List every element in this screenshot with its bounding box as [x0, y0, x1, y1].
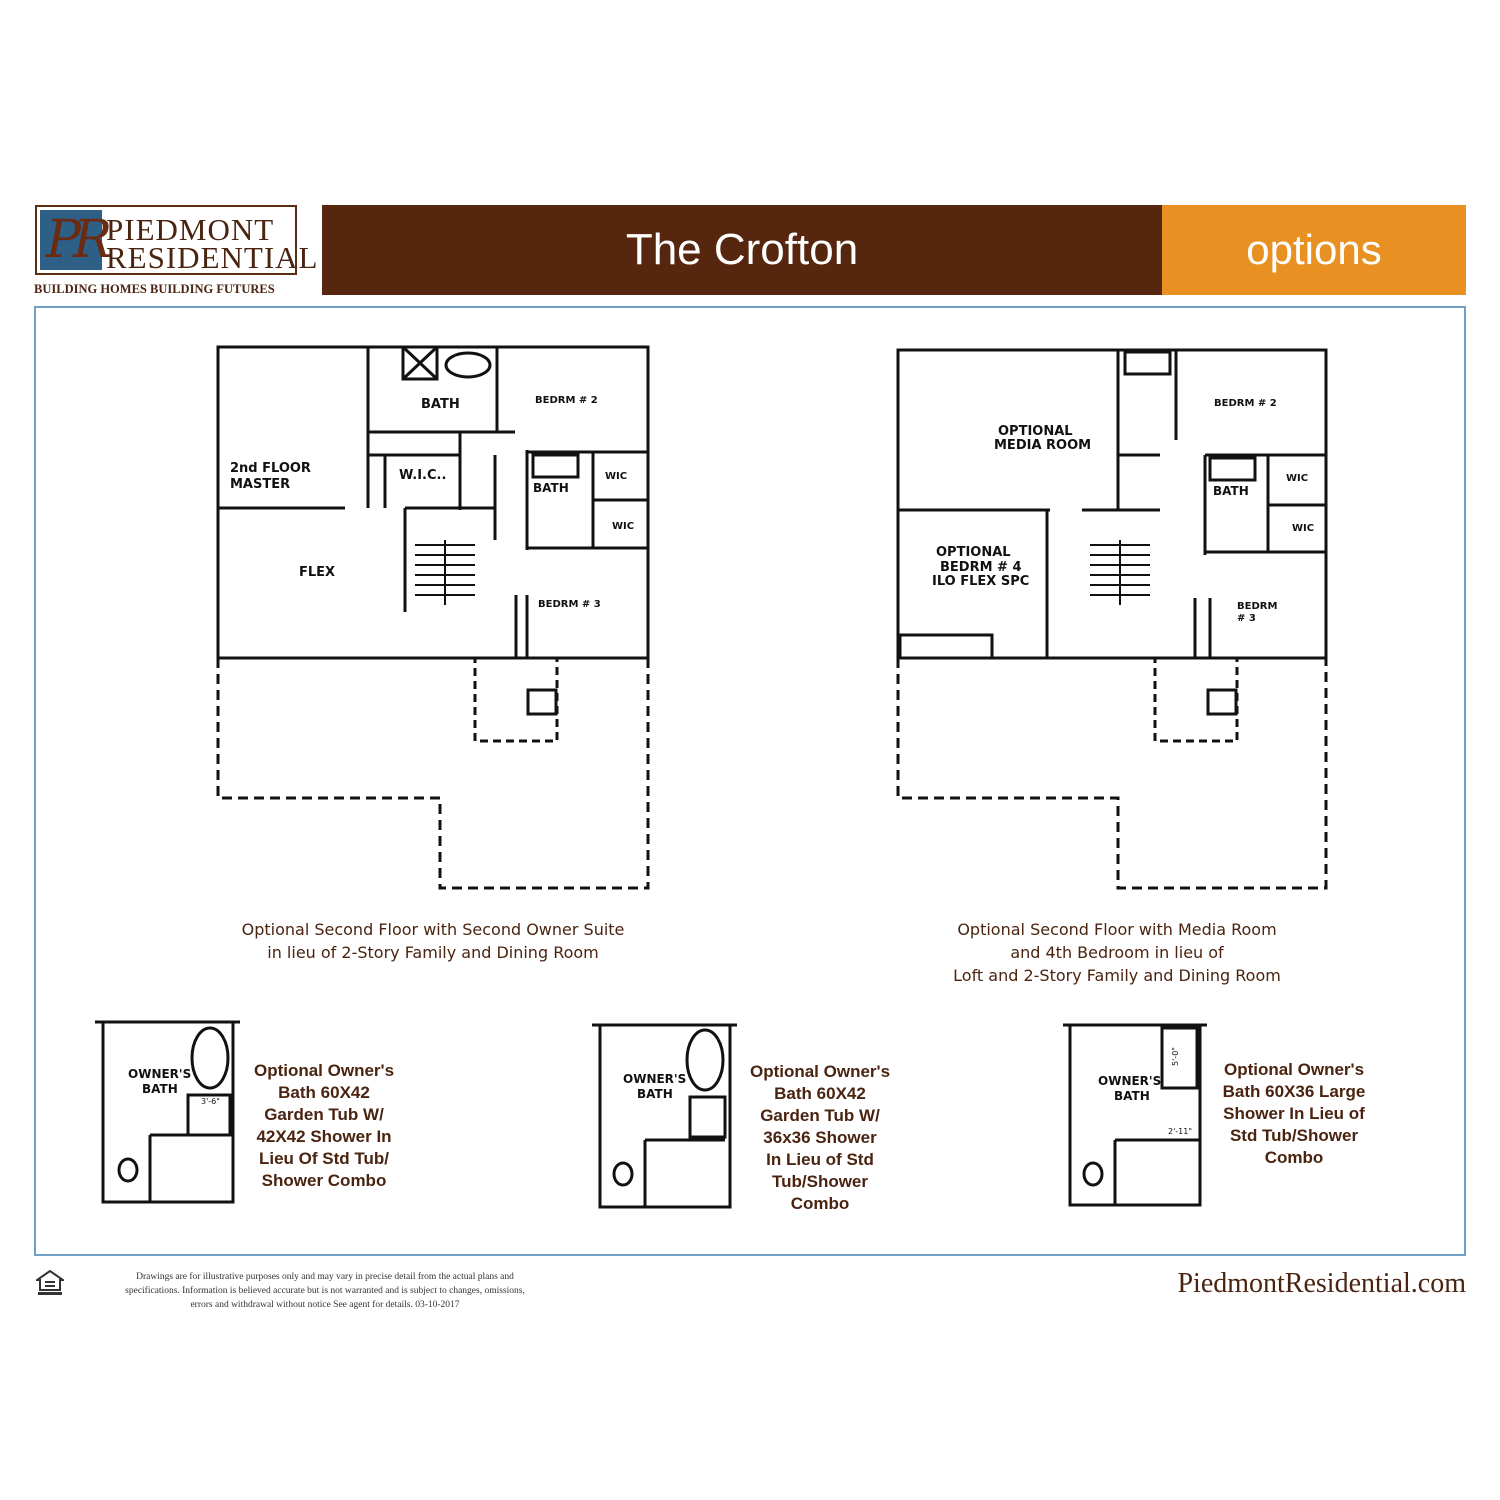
bath-option-1-room-line1: OWNER'S [128, 1067, 192, 1081]
room-label-wic-2-right: WIC [1292, 523, 1315, 534]
room-label-bath-right: BATH [1213, 484, 1249, 498]
room-label-bath: BATH [421, 397, 460, 412]
bath-option-1-outline [103, 1022, 233, 1202]
room-label-bedroom-3-right-line2: # 3 [1237, 613, 1256, 624]
room-label-wic-1: WIC [605, 471, 628, 482]
room-label-master-line1: 2nd FLOOR [230, 461, 311, 476]
room-label-wic-1-right: WIC [1286, 473, 1309, 484]
left-plan-caption-line2: in lieu of 2-Story Family and Dining Room [267, 943, 599, 962]
logo-word-piedmont: PIEDMONT [106, 212, 275, 247]
bath-option-1-desc: Optional Owner's Bath 60X42 Garden Tub W/ 42X42 Shower In Lieu Of Std Tub/ Shower Combo [253, 1061, 395, 1190]
room-label-bedroom-4-line1: OPTIONAL [936, 545, 1011, 560]
bath-option-2-room-line1: OWNER'S [623, 1072, 687, 1086]
room-label-bedroom-3: BEDRM # 3 [538, 599, 601, 610]
logo-tagline: BUILDING HOMES BUILDING FUTURES [34, 282, 275, 296]
bath-option-2-desc: Optional Owner's Bath 60X42 Garden Tub W/ 36x36 Shower In Lieu of Std Tub/Shower Combo [749, 1062, 891, 1213]
room-label-wic-2: WIC [612, 521, 635, 532]
left-plan-caption-line1: Optional Second Floor with Second Owner Suite [241, 920, 625, 939]
bath-option-1-room-line2: BATH [142, 1082, 178, 1096]
room-label-media-line2: MEDIA ROOM [994, 438, 1092, 453]
bath-option-2-room-line2: BATH [637, 1087, 673, 1101]
room-label-flex: FLEX [299, 565, 336, 580]
bath-option-3-room-line1: OWNER'S [1098, 1074, 1162, 1088]
bath-option-3-room-line2: BATH [1114, 1089, 1150, 1103]
room-label-bedroom-4-line2: BEDRM # 4 [940, 560, 1022, 575]
logo-mark-icon: PR [40, 210, 102, 270]
room-label-wic: W.I.C.. [399, 468, 447, 483]
right-plan-caption-line1: Optional Second Floor with Media Room [957, 920, 1277, 939]
bath-option-3-dim2: 2'-11" [1168, 1127, 1193, 1136]
equal-housing-icon [36, 1270, 64, 1296]
bath-option-3-desc: Optional Owner's Bath 60X36 Large Shower In Lieu of Std Tub/Shower Combo [1222, 1060, 1366, 1167]
section-label: options [1162, 205, 1466, 295]
disclaimer: Drawings are for illustrative purposes only and may vary in precise detail from the actual plans and specifications. Information is believed accurate but is not warranted and is subject to changes, omissions, errors and withdrawal without notice See agent for details. 03-10-2017 [125, 1272, 525, 1310]
logo-word-residential: RESIDENTIAL [106, 240, 319, 275]
right-plan-caption-line2: and 4th Bedroom in lieu of [1010, 943, 1224, 962]
room-label-bedroom-2: BEDRM # 2 [535, 395, 598, 406]
bath-option-2-outline [600, 1025, 730, 1207]
bath-option-3-outline [1070, 1025, 1200, 1205]
bath-option-1-dim: 3'-6" [201, 1097, 220, 1106]
room-label-bedroom-4-line3: ILO FLEX SPC [932, 574, 1030, 589]
room-label-bedroom-3-right-line1: BEDRM [1237, 601, 1278, 612]
bath-option-3-dim1: 5'-0" [1170, 1047, 1180, 1066]
room-label-bath-2: BATH [533, 481, 569, 495]
room-label-bedroom-2-right: BEDRM # 2 [1214, 398, 1277, 409]
room-label-master-line2: MASTER [230, 477, 291, 492]
right-plan-caption-line3: Loft and 2-Story Family and Dining Room [953, 966, 1281, 985]
left-plan-outline [218, 347, 648, 658]
website-link[interactable]: PiedmontResidential.com [1177, 1268, 1466, 1299]
page-title: The Crofton [625, 225, 859, 274]
room-label-media-line1: OPTIONAL [998, 424, 1073, 439]
